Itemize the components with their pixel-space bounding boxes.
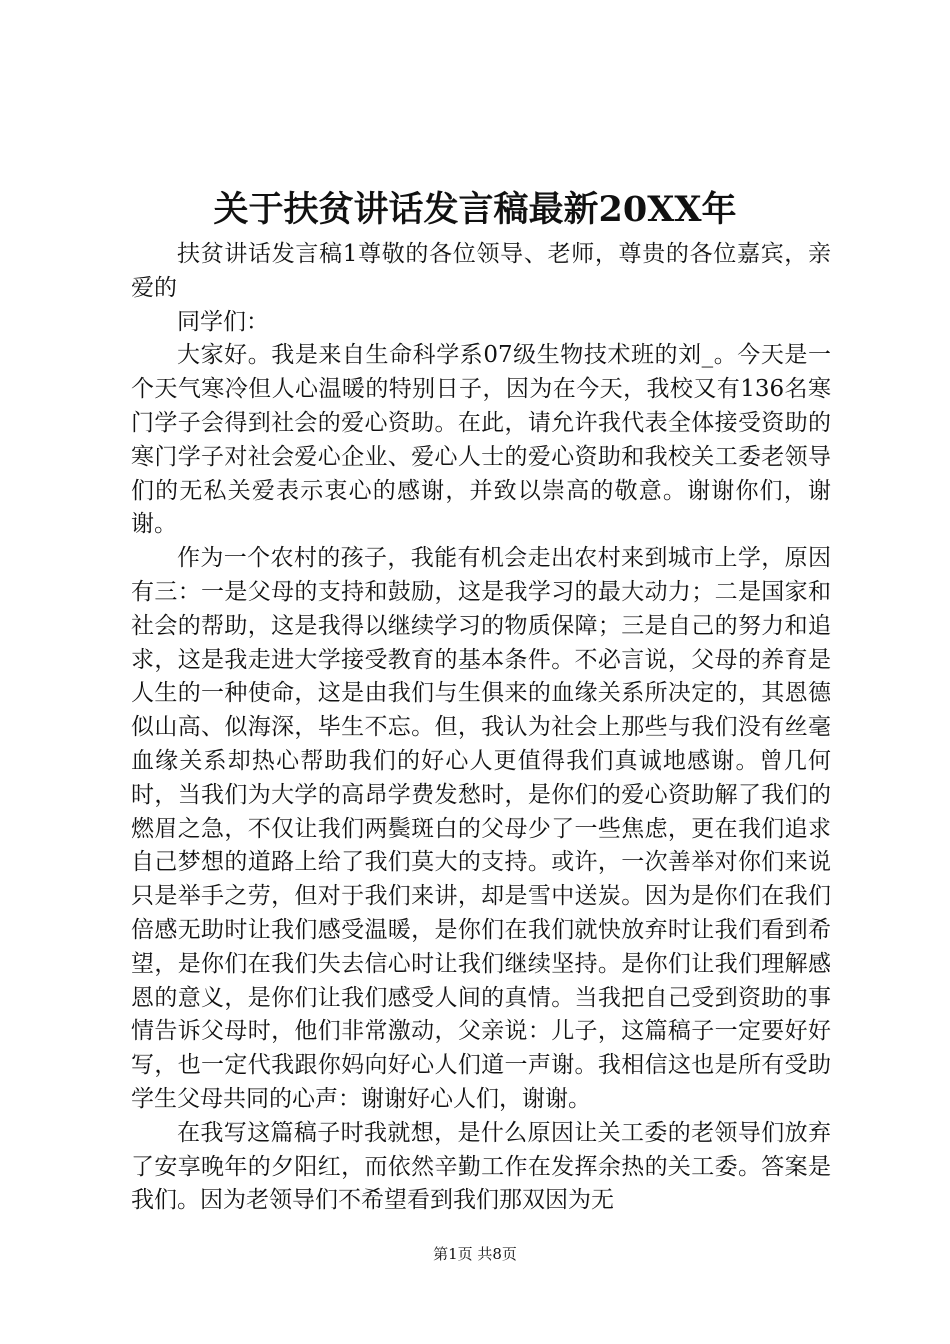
paragraph-reflection: 在我写这篇稿子时我就想，是什么原因让关工委的老领导们放弃了安享晚年的夕阳红，而依然辛勤工作在发挥余热的关工委。答案是我们。因为老领导们不希望看到我们那双因为无: [131, 1119, 831, 1214]
page-footer: 第1页 共8页: [433, 1245, 517, 1263]
document-body: [131, 238, 831, 1218]
paragraph-greeting: 扶贫讲话发言稿1尊敬的各位领导、老师，尊贵的各位嘉宾，亲爱的: [131, 241, 831, 301]
paragraph-salutation: 同学们：: [177, 308, 269, 335]
paragraph-introduction: 大家好。我是来自生命科学系07级生物技术班的刘_。今天是一个天气寒冷但人心温暖的特别日子，因为在今天，我校又有136名寒门学子会得到社会的爱心资助。在此，请允许我代表全体接受资助的寒门学子对社会爱心企业、爱心人士的爱心资助和我校关工委老领导们的无私关爱表示衷心的感谢，并致以崇高的敬意。谢谢你们，谢谢。: [131, 342, 831, 538]
document-title: 关于扶贫讲话发言稿最新20XX年: [213, 189, 737, 230]
paragraph-gratitude: 作为一个农村的孩子，我能有机会走出农村来到城市上学，原因有三：一是父母的支持和鼓励，这是我学习的最大动力；二是国家和社会的帮助，这是我得以继续学习的物质保障；三是自己的努力和追求，这是我走进大学接受教育的基本条件。不必言说，父母的养育是人生的一种使命，这是由我们与生俱来的血缘关系所决定的，其恩德似山高、似海深，毕生不忘。但，我认为社会上那些与我们没有丝毫血缘关系却热心帮助我们的好心人更值得我们真诚地感谢。曾几何时，当我们为大学的高昂学费发愁时，是你们的爱心资助解了我们的燃眉之急，不仅让我们两鬓斑白的父母少了一些焦虑，更在我们追求自己梦想的道路上给了我们莫大的支持。或许，一次善举对你们来说只是举手之劳，但对于我们来讲，却是雪中送炭。因为是你们在我们倍感无助时让我们感受温暖，是你们在我们就快放弃时让我们看到希望，是你们在我们失去信心时让我们继续坚持。是你们让我们理解感恩的意义，是你们让我们感受人间的真情。当我把自己受到资助的事情告诉父母时，他们非常激动，父亲说：儿子，这篇稿子一定要好好写，也一定代我跟你妈向好心人们道一声谢。我相信这也是所有受助学生父母共同的心声：谢谢好心人们，谢谢。: [131, 545, 831, 1112]
